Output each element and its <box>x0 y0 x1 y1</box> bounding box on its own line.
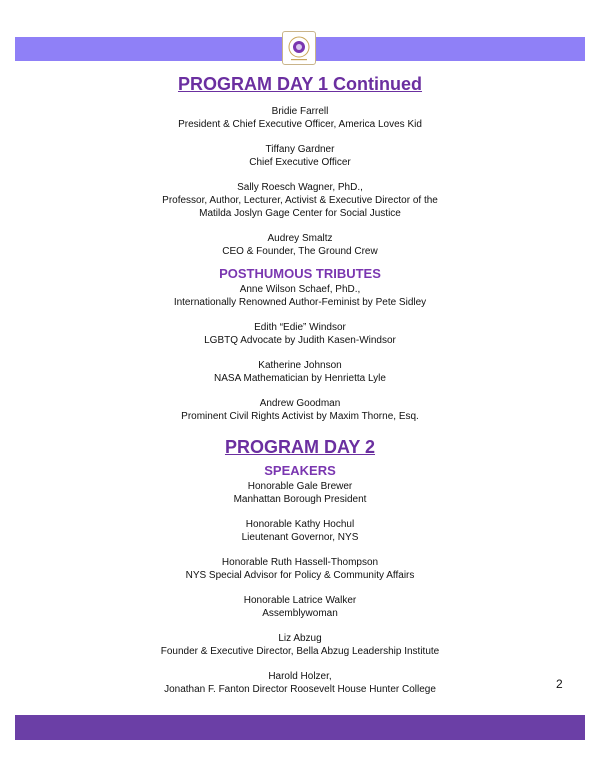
entry-title-line: Professor, Author, Lecturer, Activist & Executive Director of the <box>162 195 438 206</box>
day1-title: PROGRAM DAY 1 Continued <box>177 74 423 94</box>
program-entry <box>0 518 600 544</box>
entry-name: Bridie Farrell <box>271 106 329 117</box>
entry-title-line: Manhattan Borough President <box>233 494 367 505</box>
entry-title-line: President & Chief Executive Officer, America Loves Kid <box>178 119 422 130</box>
entry-name: Katherine Johnson <box>258 360 342 371</box>
entry-title-line: Founder & Executive Director, Bella Abzug Leadership Institute <box>160 646 440 657</box>
entry-name: Harold Holzer, <box>268 671 332 682</box>
program-entry <box>0 670 600 696</box>
entry-name: Liz Abzug <box>278 633 322 644</box>
program-entry <box>0 632 600 658</box>
entry-title-line: Internationally Renowned Author-Feminist by Pete Sidley <box>173 297 427 308</box>
entry-name: Honorable Latrice Walker <box>243 595 357 606</box>
program-entry <box>0 105 600 131</box>
day2-title: PROGRAM DAY 2 <box>224 437 376 457</box>
entry-title-line: Jonathan F. Fanton Director Roosevelt House Hunter College <box>164 684 436 695</box>
program-entry <box>0 283 600 309</box>
program-entry <box>0 143 600 169</box>
entry-name: Anne Wilson Schaef, PhD., <box>239 284 361 295</box>
entry-name: Tiffany Gardner <box>265 144 335 155</box>
entry-title-line: CEO & Founder, The Ground Crew <box>222 246 378 257</box>
footer-band <box>15 715 585 740</box>
program-entry <box>0 594 600 620</box>
tributes-list <box>0 283 600 423</box>
logo-seal-icon <box>282 31 316 65</box>
entry-name: Honorable Gale Brewer <box>247 481 353 492</box>
entry-name: Honorable Kathy Hochul <box>245 519 355 530</box>
entry-name: Andrew Goodman <box>259 398 341 409</box>
entry-title-line: LGBTQ Advocate by Judith Kasen-Windsor <box>204 335 396 346</box>
program-entry <box>0 556 600 582</box>
entry-title-line: NASA Mathematician by Henrietta Lyle <box>214 373 386 384</box>
entry-title-line: Prominent Civil Rights Activist by Maxim Thorne, Esq. <box>181 411 419 422</box>
entry-name: Honorable Ruth Hassell-Thompson <box>221 557 379 568</box>
program-entry <box>0 321 600 347</box>
entry-title-line: Lieutenant Governor, NYS <box>241 532 359 543</box>
day1-speaker-list <box>0 105 600 258</box>
speakers-title: SPEAKERS <box>264 463 336 478</box>
entry-name: Audrey Smaltz <box>267 233 333 244</box>
program-content <box>0 72 600 708</box>
entry-title-line: Chief Executive Officer <box>249 157 351 168</box>
page-number: 2 <box>556 677 563 691</box>
program-entry <box>0 232 600 258</box>
program-entry <box>0 181 600 220</box>
entry-name: Edith “Edie” Windsor <box>254 322 346 333</box>
program-entry <box>0 397 600 423</box>
entry-title-line: NYS Special Advisor for Policy & Community Affairs <box>185 570 415 581</box>
entry-title-line: Assemblywoman <box>262 608 338 619</box>
entry-title-line: Matilda Joslyn Gage Center for Social Justice <box>199 208 401 219</box>
program-entry <box>0 480 600 506</box>
day2-speaker-list <box>0 480 600 696</box>
entry-name: Sally Roesch Wagner, PhD., <box>237 182 363 193</box>
tributes-title: POSTHUMOUS TRIBUTES <box>219 266 381 281</box>
program-entry <box>0 359 600 385</box>
